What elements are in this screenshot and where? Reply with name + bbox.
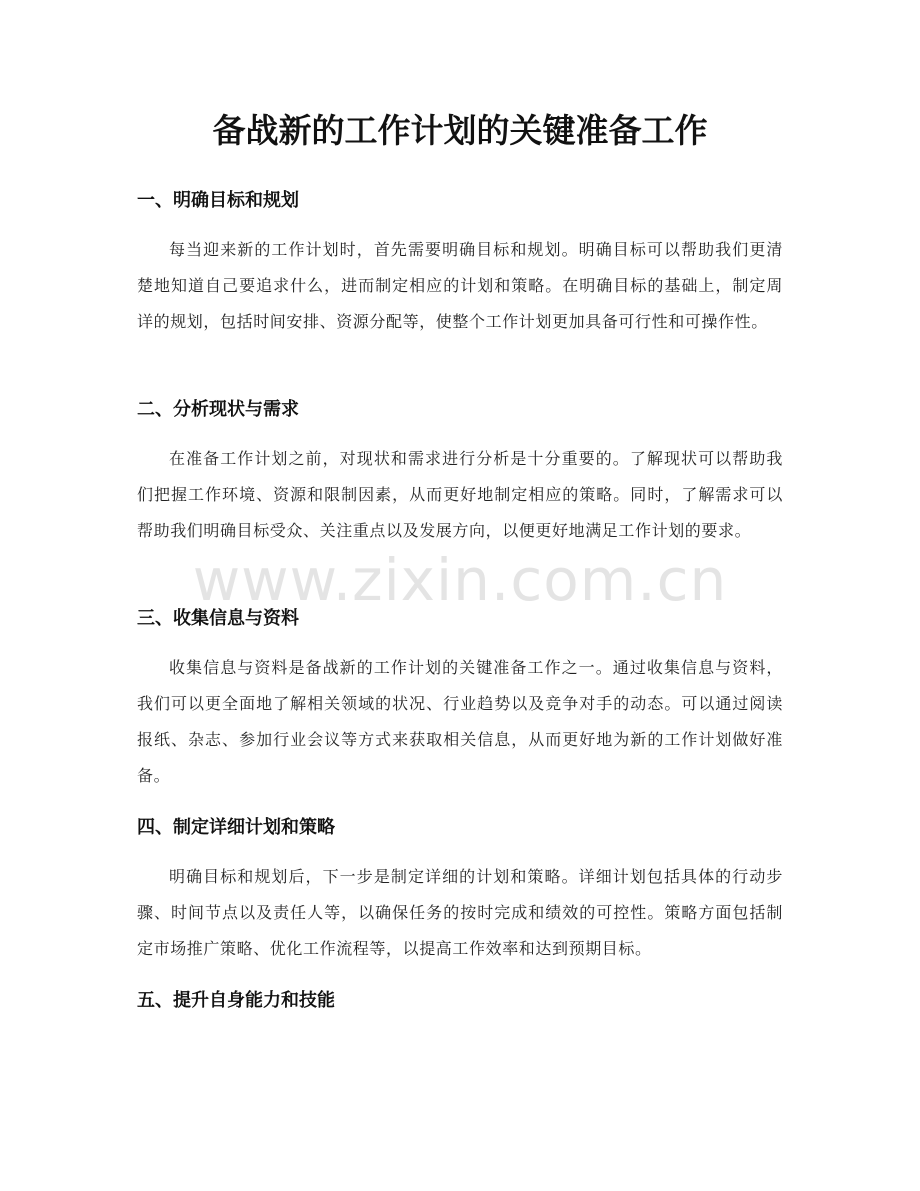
section-body-3: 收集信息与资料是备战新的工作计划的关键准备工作之一。通过收集信息与资料，我们可以更全面地了解相关领域的状况、行业趋势以及竞争对手的动态。可以通过阅读报纸、杂志、参加行业会议等方式来获取相关信息，从而更好地为新的工作计划做好准备。 — [137, 658, 783, 785]
section-body-4: 明确目标和规划后，下一步是制定详细的计划和策略。详细计划包括具体的行动步骤、时间节点以及责任人等，以确保任务的按时完成和绩效的可控性。策略方面包括制定市场推广策略、优化工作流程等，以提高工作效率和达到预期目标。 — [137, 867, 783, 958]
section-heading-3: 三、收集信息与资料 — [137, 608, 299, 629]
section-heading-5: 五、提升自身能力和技能 — [137, 990, 335, 1011]
document-title: 备战新的工作计划的关键准备工作 — [212, 111, 708, 150]
section-heading-1: 一、明确目标和规划 — [137, 190, 299, 211]
section-heading-2: 二、分析现状与需求 — [137, 399, 299, 420]
section-body-2: 在准备工作计划之前，对现状和需求进行分析是十分重要的。了解现状可以帮助我们把握工作环境、资源和限制因素，从而更好地制定相应的策略。同时，了解需求可以帮助我们明确目标受众、关注重点以及发展方向，以便更好地满足工作计划的要求。 — [137, 449, 783, 540]
section-body-1: 每当迎来新的工作计划时，首先需要明确目标和规划。明确目标可以帮助我们更清楚地知道自己要追求什么，进而制定相应的计划和策略。在明确目标的基础上，制定周详的规划，包括时间安排、资源分配等，使整个工作计划更加具备可行性和可操作性。 — [137, 240, 783, 331]
watermark-text: www.zixin.com.cn — [192, 546, 728, 614]
section-heading-4: 四、制定详细计划和策略 — [137, 817, 335, 838]
